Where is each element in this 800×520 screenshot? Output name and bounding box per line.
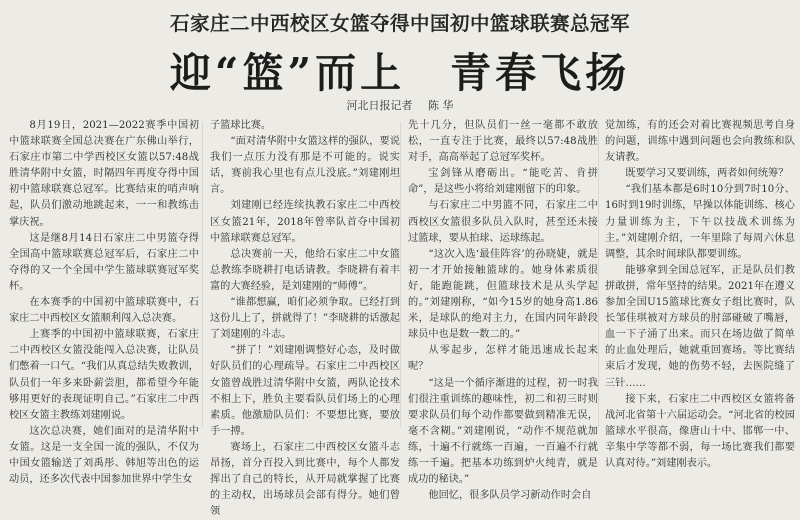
paragraph: 赛场上，石家庄二中西校区女篮斗志昂扬，首分百投入到比赛中，每个人都发挥出了自己的特长，从开局就掌握了比赛的主动权，出场球员会部有得分。她们曾领: [210, 441, 400, 518]
paragraph: 先十几分，但队员们一丝一毫都不敢放松，一直专注于比赛，最终以57:48战胜对手，高高举起了总冠军奖杯。: [408, 120, 598, 164]
paragraph: “这是一个循序渐进的过程，初一时我们很注重训练的趣味性，初二和初三时则要求队员们每个动作都要做到精准无误，毫不含糊。”刘建刚说，“动作不规范就加练，十遍不行就练一百遍，一百遍不行就练一千遍。把基本功练到炉火纯青，就是成功的秘诀。”: [408, 377, 598, 486]
paragraph: 接下来，石家庄二中西校区女篮将备战河北省第十六届运动会。“河北省的校园篮球水平很高，像唐山十中、邯郸一中、辛集中学等都不弱，每一场比赛我们都要认真对待。”刘建刚表示。: [605, 393, 795, 469]
byline: [0, 97, 800, 113]
byline-source: 河北日报记者: [346, 99, 413, 112]
paragraph: 子篮球比赛。: [210, 120, 272, 131]
paragraph: 能够拿到全国总冠军，正是队员们教拼敢拼，常年坚持的结果。2021年在遵义参加全国U15篮球比赛女子组比赛时，队长邹佳琪被对方球员的肘部碰破了嘴唇，血一下子涌了出来。而只在场边做了简单的止血处理后，她就重回赛场。等比赛结束后才发现，她的伤势不轻，去医院缝了三针……: [605, 264, 795, 389]
paragraph: 这是继8月14日石家庄二中男篮夺得全国高中篮球联赛总冠军后，石家庄二中夺得的又一个全国中学生篮球联赛冠军奖杯。: [9, 232, 199, 292]
paragraph: 8月19日，2021—2022赛季中国初中篮球联赛全国总决赛在广东佛山举行，石家庄市第二中学西校区女篮以57:48战胜清华附中女篮，时隔四年再度夺得中国初中篮球联赛总冠军。比赛结束的哨声响起，队员们激动地跳起来，一一和教练击掌庆祝。: [9, 120, 199, 228]
paragraph: 宝剑锋从磨砺出。“能吃苦、肯拼命”，是这些小将给刘建刚留下的印象。: [408, 168, 598, 196]
paragraph: 刘建刚已经连续执教石家庄二中西校区女篮21年，2018年曾率队首夺中国初中篮球联赛总冠军。: [210, 200, 400, 244]
column-divider: [400, 122, 401, 427]
paragraph: 与石家庄二中男篮不同，石家庄二中西校区女篮很多队员入队时，甚至还未接过篮球，要从拍球、运球练起。: [408, 200, 598, 244]
paragraph: 既要学习又要训练，两者如何统筹？: [625, 168, 789, 180]
paragraph: 觉加练，有的还会对着比赛视频思考自身的问题，训练中遇到问题也会向教练和队友请教。: [605, 120, 795, 164]
paragraph: 在本赛季的中国初中篮球联赛中，石家庄二中西校区女篮顺利闯入总决赛。: [9, 297, 199, 325]
article-column-3: [408, 118, 598, 502]
article-column-1: [9, 118, 199, 486]
article-kicker: 石家庄二中西校区女篮夺得中国初中篮球联赛总冠军: [169, 12, 630, 35]
paragraph: “面对清华附中女篮这样的强队，要说我们一点压力没有那是不可能的。说实话，赛前我心里也有点儿没底。”刘建刚坦言。: [210, 136, 400, 196]
article-column-4: [605, 118, 795, 469]
paragraph: 他回忆，很多队员学习新动作时会自: [428, 490, 592, 502]
paragraph: 这次总决赛，她们面对的是清华附中女篮。这是一支全国一流的强队，不仅为中国女篮输送了刘禹彤、韩旭等出色的运动员，还多次代表中国参加世界中学生女: [9, 425, 199, 486]
paragraph: “谁都想赢，咱们必须争取。已经打到这份儿上了，拼就得了！”李晓耕的话激起了刘建刚的斗志。: [210, 297, 400, 341]
paragraph: 从零起步，怎样才能迅速成长起来呢？: [408, 345, 598, 373]
article-column-2: [210, 118, 400, 518]
column-divider: [202, 122, 203, 427]
article-headline: 迎“篮”而上 青春飞扬: [169, 49, 631, 97]
paragraph: 上赛季的中国初中篮球联赛，石家庄二中西校区女篮没能闯入总决赛，让队员们憋着一口气。“我们从真总结失败教训，队员们一年多来卧薪尝胆，都希望今年能够用更好的表现证明自己。”石家庄二中西校区女篮主教练刘建刚说。: [9, 329, 199, 421]
paragraph: 总决赛前一天，他给石家庄二中女篮总教练李晓耕打电话请教。李晓耕有着丰富的大赛经验，是刘建刚的“师傅”。: [210, 248, 400, 292]
paragraph: “这次入选‘最佳阵容’的孙晓婕，就是初一才开始接触篮球的。她身体素质很好，能跑能跳，但篮球技术是从头学起的。”刘建刚称，“如今15岁的她身高1.86米，是球队的绝对主力，在国内同年龄段球员中也是数一数二的。”: [408, 248, 598, 341]
paragraph: “我们基本都是6时10分到7时10分、16时到19时训练，早操以体能训练、核心力量训练为主，下午以技战术训练为主。”刘建刚介绍，一年里除了每周六休息调整，其余时间球队都要训练。: [605, 184, 795, 260]
column-divider: [598, 122, 599, 427]
paragraph: “拼了！”刘建刚调整好心态，及时做好队员们的心理疏导。石家庄二中西校区女篮曾战胜过清华附中女篮，两队论技术不相上下，胜负主要看队员们场上的心理素质。他激励队员们：不要想比赛，要放手一搏。: [210, 345, 400, 437]
byline-author: 陈 华: [428, 99, 454, 112]
